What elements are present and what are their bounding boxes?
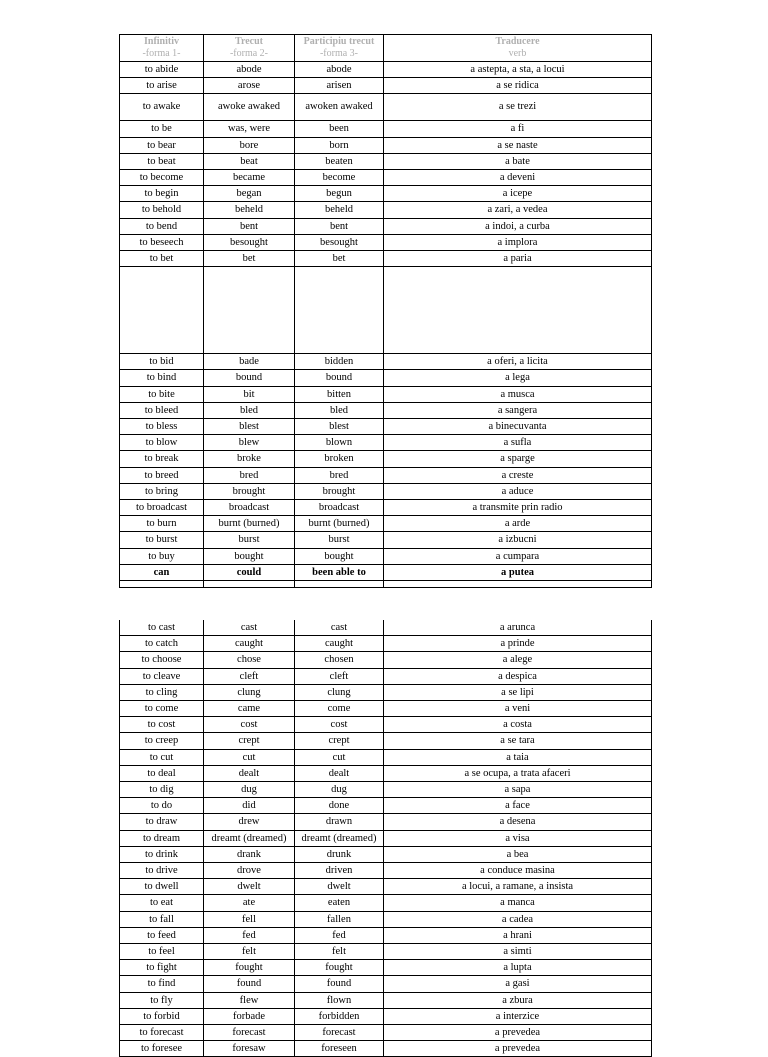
table-row: [120, 944, 652, 960]
participle-cell: foreseen: [295, 1041, 384, 1057]
translation-cell: a zari, a vedea: [384, 202, 652, 218]
participle-cell: bidden: [295, 354, 384, 370]
infinitive-cell: to creep: [120, 733, 204, 749]
past-cell: came: [204, 701, 295, 717]
empty-cell: [384, 267, 652, 354]
infinitive-cell: to cling: [120, 684, 204, 700]
infinitive-cell: to bleed: [120, 402, 204, 418]
infinitive-cell: to do: [120, 798, 204, 814]
translation-cell: a sangera: [384, 402, 652, 418]
participle-cell: bitten: [295, 386, 384, 402]
participle-cell: found: [295, 976, 384, 992]
table-row: [120, 668, 652, 684]
table-row: [120, 636, 652, 652]
translation-cell: a hrani: [384, 927, 652, 943]
table-row: [120, 911, 652, 927]
table-row: [120, 620, 652, 636]
past-cell: dreamt (dreamed): [204, 830, 295, 846]
past-cell: arose: [204, 78, 295, 94]
participle-cell: bound: [295, 370, 384, 386]
infinitive-cell: to bite: [120, 386, 204, 402]
table-row: [120, 765, 652, 781]
translation-cell: a desena: [384, 814, 652, 830]
infinitive-cell: to bear: [120, 137, 204, 153]
header-past-title: Trecut: [235, 36, 263, 47]
past-cell: burnt (burned): [204, 516, 295, 532]
past-cell: broke: [204, 451, 295, 467]
past-cell: drove: [204, 863, 295, 879]
empty-cell: [120, 581, 204, 588]
participle-cell: beaten: [295, 153, 384, 169]
table-row: [120, 684, 652, 700]
infinitive-cell: to become: [120, 170, 204, 186]
infinitive-cell: to breed: [120, 467, 204, 483]
infinitive-cell: to choose: [120, 652, 204, 668]
header-past-sub: -forma 2-: [229, 48, 269, 59]
translation-cell: a aduce: [384, 483, 652, 499]
table-2-body: [120, 620, 652, 1057]
infinitive-cell: to abide: [120, 62, 204, 78]
translation-cell: a icepe: [384, 186, 652, 202]
participle-cell: besought: [295, 234, 384, 250]
past-cell: felt: [204, 944, 295, 960]
past-cell: cut: [204, 749, 295, 765]
past-cell: blew: [204, 435, 295, 451]
past-cell: became: [204, 170, 295, 186]
participle-cell: brought: [295, 483, 384, 499]
past-cell: crept: [204, 733, 295, 749]
past-cell: bought: [204, 548, 295, 564]
past-cell: brought: [204, 483, 295, 499]
infinitive-cell: to feed: [120, 927, 204, 943]
participle-cell: cut: [295, 749, 384, 765]
translation-cell: a sufla: [384, 435, 652, 451]
blank-row: [120, 267, 652, 354]
past-cell: abode: [204, 62, 295, 78]
table-row: [120, 218, 652, 234]
past-cell: beheld: [204, 202, 295, 218]
participle-cell: caught: [295, 636, 384, 652]
table-row: [120, 814, 652, 830]
infinitive-cell: to fight: [120, 960, 204, 976]
translation-cell: a binecuvanta: [384, 419, 652, 435]
infinitive-cell: to bind: [120, 370, 204, 386]
past-cell: ate: [204, 895, 295, 911]
participle-cell: awoken awaked: [295, 94, 384, 121]
participle-cell: dwelt: [295, 879, 384, 895]
past-cell: bred: [204, 467, 295, 483]
past-cell: bade: [204, 354, 295, 370]
past-cell: cast: [204, 620, 295, 636]
infinitive-cell: to drink: [120, 846, 204, 862]
translation-cell: a sapa: [384, 782, 652, 798]
past-cell: foresaw: [204, 1041, 295, 1057]
table-row: [120, 652, 652, 668]
translation-cell: a transmite prin radio: [384, 500, 652, 516]
table-row: [120, 895, 652, 911]
translation-cell: a prevedea: [384, 1025, 652, 1041]
table-row: [120, 564, 652, 580]
table-row: [120, 402, 652, 418]
participle-cell: forbidden: [295, 1008, 384, 1024]
header-participle-title: Participiu trecut: [303, 36, 375, 47]
past-cell: could: [204, 564, 295, 580]
translation-cell: a se tara: [384, 733, 652, 749]
table-row: [120, 94, 652, 121]
participle-cell: clung: [295, 684, 384, 700]
past-cell: burst: [204, 532, 295, 548]
infinitive-cell: to cast: [120, 620, 204, 636]
infinitive-cell: to burn: [120, 516, 204, 532]
past-cell: forbade: [204, 1008, 295, 1024]
translation-cell: a astepta, a sta, a locui: [384, 62, 652, 78]
table-row: [120, 863, 652, 879]
participle-cell: bet: [295, 251, 384, 267]
participle-cell: beheld: [295, 202, 384, 218]
past-cell: beat: [204, 153, 295, 169]
infinitive-cell: to cost: [120, 717, 204, 733]
infinitive-cell: to dream: [120, 830, 204, 846]
past-cell: cost: [204, 717, 295, 733]
past-cell: clung: [204, 684, 295, 700]
participle-cell: drawn: [295, 814, 384, 830]
translation-cell: a se trezi: [384, 94, 652, 121]
participle-cell: come: [295, 701, 384, 717]
translation-cell: a lupta: [384, 960, 652, 976]
participle-cell: broken: [295, 451, 384, 467]
tail-row: [120, 581, 652, 588]
participle-cell: eaten: [295, 895, 384, 911]
translation-cell: a se lipi: [384, 684, 652, 700]
table-row: [120, 186, 652, 202]
table-row: [120, 121, 652, 137]
translation-cell: a musca: [384, 386, 652, 402]
translation-cell: a interzice: [384, 1008, 652, 1024]
participle-cell: done: [295, 798, 384, 814]
participle-cell: dealt: [295, 765, 384, 781]
header-participle: [295, 35, 384, 62]
translation-cell: a se naste: [384, 137, 652, 153]
participle-cell: broadcast: [295, 500, 384, 516]
header-infinitive: [120, 35, 204, 62]
table-row: [120, 927, 652, 943]
participle-cell: fought: [295, 960, 384, 976]
past-cell: chose: [204, 652, 295, 668]
translation-cell: a lega: [384, 370, 652, 386]
translation-cell: a se ocupa, a trata afaceri: [384, 765, 652, 781]
infinitive-cell: to feel: [120, 944, 204, 960]
infinitive-cell: to forecast: [120, 1025, 204, 1041]
infinitive-cell: to bid: [120, 354, 204, 370]
translation-cell: a despica: [384, 668, 652, 684]
translation-cell: a costa: [384, 717, 652, 733]
table-row: [120, 467, 652, 483]
past-cell: drew: [204, 814, 295, 830]
header-participle-sub: -forma 3-: [319, 48, 359, 59]
translation-cell: a prevedea: [384, 1041, 652, 1057]
infinitive-cell: to dig: [120, 782, 204, 798]
table-row: [120, 1025, 652, 1041]
infinitive-cell: to blow: [120, 435, 204, 451]
table-row: [120, 548, 652, 564]
infinitive-cell: to bring: [120, 483, 204, 499]
table-row: [120, 830, 652, 846]
infinitive-cell: to find: [120, 976, 204, 992]
table-row: [120, 500, 652, 516]
participle-cell: forecast: [295, 1025, 384, 1041]
participle-cell: driven: [295, 863, 384, 879]
translation-cell: a deveni: [384, 170, 652, 186]
past-cell: fell: [204, 911, 295, 927]
table-row: [120, 451, 652, 467]
table-row: [120, 976, 652, 992]
translation-cell: a veni: [384, 701, 652, 717]
translation-cell: a visa: [384, 830, 652, 846]
past-cell: bore: [204, 137, 295, 153]
infinitive-cell: to drive: [120, 863, 204, 879]
participle-cell: fed: [295, 927, 384, 943]
table-row: [120, 419, 652, 435]
translation-cell: a cadea: [384, 911, 652, 927]
table-row: [120, 251, 652, 267]
translation-cell: a zbura: [384, 992, 652, 1008]
translation-cell: a conduce masina: [384, 863, 652, 879]
table-row: [120, 483, 652, 499]
table-row: [120, 137, 652, 153]
translation-cell: a alege: [384, 652, 652, 668]
participle-cell: cost: [295, 717, 384, 733]
infinitive-cell: to draw: [120, 814, 204, 830]
past-cell: bound: [204, 370, 295, 386]
translation-cell: a locui, a ramane, a insista: [384, 879, 652, 895]
infinitive-cell: to broadcast: [120, 500, 204, 516]
past-cell: forecast: [204, 1025, 295, 1041]
participle-cell: fallen: [295, 911, 384, 927]
table-1-body: [120, 62, 652, 588]
participle-cell: crept: [295, 733, 384, 749]
table-row: [120, 1041, 652, 1057]
infinitive-cell: to come: [120, 701, 204, 717]
table-row: [120, 992, 652, 1008]
past-cell: was, were: [204, 121, 295, 137]
infinitive-cell: to bet: [120, 251, 204, 267]
translation-cell: a indoi, a curba: [384, 218, 652, 234]
participle-cell: abode: [295, 62, 384, 78]
infinitive-cell: to fall: [120, 911, 204, 927]
table-row: [120, 532, 652, 548]
empty-cell: [204, 581, 295, 588]
infinitive-cell: to begin: [120, 186, 204, 202]
past-cell: fed: [204, 927, 295, 943]
header-translation-title: Traducere: [495, 36, 540, 47]
header-past: [204, 35, 295, 62]
translation-cell: a arde: [384, 516, 652, 532]
participle-cell: burst: [295, 532, 384, 548]
participle-cell: bought: [295, 548, 384, 564]
infinitive-cell: to catch: [120, 636, 204, 652]
table-row: [120, 879, 652, 895]
empty-cell: [384, 581, 652, 588]
table-row: [120, 1008, 652, 1024]
translation-cell: a face: [384, 798, 652, 814]
translation-cell: a paria: [384, 251, 652, 267]
header-translation: [384, 35, 652, 62]
participle-cell: felt: [295, 944, 384, 960]
infinitive-cell: to break: [120, 451, 204, 467]
past-cell: besought: [204, 234, 295, 250]
past-cell: flew: [204, 992, 295, 1008]
infinitive-cell: can: [120, 564, 204, 580]
empty-cell: [295, 581, 384, 588]
infinitive-cell: to eat: [120, 895, 204, 911]
translation-cell: a bate: [384, 153, 652, 169]
past-cell: awoke awaked: [204, 94, 295, 121]
infinitive-cell: to deal: [120, 765, 204, 781]
participle-cell: blown: [295, 435, 384, 451]
table-row: [120, 386, 652, 402]
past-cell: dealt: [204, 765, 295, 781]
table-row: [120, 370, 652, 386]
past-cell: cleft: [204, 668, 295, 684]
participle-cell: been: [295, 121, 384, 137]
translation-cell: a oferi, a licita: [384, 354, 652, 370]
past-cell: dug: [204, 782, 295, 798]
empty-cell: [295, 267, 384, 354]
infinitive-cell: to buy: [120, 548, 204, 564]
table-row: [120, 170, 652, 186]
table-row: [120, 153, 652, 169]
past-cell: bled: [204, 402, 295, 418]
translation-cell: a bea: [384, 846, 652, 862]
participle-cell: been able to: [295, 564, 384, 580]
participle-cell: bled: [295, 402, 384, 418]
translation-cell: a sparge: [384, 451, 652, 467]
table-row: [120, 701, 652, 717]
irregular-verbs-table-1: [119, 34, 652, 588]
translation-cell: a creste: [384, 467, 652, 483]
translation-cell: a simti: [384, 944, 652, 960]
participle-cell: chosen: [295, 652, 384, 668]
past-cell: drank: [204, 846, 295, 862]
past-cell: broadcast: [204, 500, 295, 516]
header-translation-sub: verb: [508, 48, 527, 59]
translation-cell: a se ridica: [384, 78, 652, 94]
participle-cell: dreamt (dreamed): [295, 830, 384, 846]
translation-cell: a izbucni: [384, 532, 652, 548]
participle-cell: blest: [295, 419, 384, 435]
participle-cell: bent: [295, 218, 384, 234]
past-cell: blest: [204, 419, 295, 435]
infinitive-cell: to dwell: [120, 879, 204, 895]
past-cell: caught: [204, 636, 295, 652]
translation-cell: a prinde: [384, 636, 652, 652]
participle-cell: bred: [295, 467, 384, 483]
participle-cell: cleft: [295, 668, 384, 684]
participle-cell: arisen: [295, 78, 384, 94]
header-infinitive-sub: -forma 1-: [142, 48, 181, 59]
participle-cell: born: [295, 137, 384, 153]
table-row: [120, 62, 652, 78]
table-row: [120, 78, 652, 94]
infinitive-cell: to awake: [120, 94, 204, 121]
table-header-row: [120, 35, 652, 62]
table-row: [120, 202, 652, 218]
past-cell: bet: [204, 251, 295, 267]
translation-cell: a cumpara: [384, 548, 652, 564]
empty-cell: [120, 267, 204, 354]
past-cell: found: [204, 976, 295, 992]
translation-cell: a putea: [384, 564, 652, 580]
table-row: [120, 782, 652, 798]
participle-cell: begun: [295, 186, 384, 202]
infinitive-cell: to beseech: [120, 234, 204, 250]
translation-cell: a implora: [384, 234, 652, 250]
past-cell: bit: [204, 386, 295, 402]
past-cell: did: [204, 798, 295, 814]
table-row: [120, 516, 652, 532]
translation-cell: a gasi: [384, 976, 652, 992]
table-row: [120, 435, 652, 451]
table-row: [120, 960, 652, 976]
participle-cell: dug: [295, 782, 384, 798]
translation-cell: a fi: [384, 121, 652, 137]
table-row: [120, 733, 652, 749]
infinitive-cell: to bend: [120, 218, 204, 234]
translation-cell: a taia: [384, 749, 652, 765]
infinitive-cell: to forbid: [120, 1008, 204, 1024]
table-row: [120, 354, 652, 370]
infinitive-cell: to burst: [120, 532, 204, 548]
participle-cell: become: [295, 170, 384, 186]
header-infinitive-title: Infinitiv: [143, 36, 179, 47]
table-row: [120, 717, 652, 733]
past-cell: bent: [204, 218, 295, 234]
participle-cell: burnt (burned): [295, 516, 384, 532]
infinitive-cell: to foresee: [120, 1041, 204, 1057]
participle-cell: drunk: [295, 846, 384, 862]
infinitive-cell: to beat: [120, 153, 204, 169]
translation-cell: a manca: [384, 895, 652, 911]
infinitive-cell: to behold: [120, 202, 204, 218]
participle-cell: flown: [295, 992, 384, 1008]
past-cell: dwelt: [204, 879, 295, 895]
table-row: [120, 234, 652, 250]
infinitive-cell: to fly: [120, 992, 204, 1008]
table-row: [120, 846, 652, 862]
past-cell: fought: [204, 960, 295, 976]
translation-cell: a arunca: [384, 620, 652, 636]
irregular-verbs-table-2: [119, 620, 652, 1057]
infinitive-cell: to be: [120, 121, 204, 137]
empty-cell: [204, 267, 295, 354]
infinitive-cell: to bless: [120, 419, 204, 435]
participle-cell: cast: [295, 620, 384, 636]
table-row: [120, 798, 652, 814]
infinitive-cell: to cleave: [120, 668, 204, 684]
infinitive-cell: to arise: [120, 78, 204, 94]
past-cell: began: [204, 186, 295, 202]
table-row: [120, 749, 652, 765]
infinitive-cell: to cut: [120, 749, 204, 765]
